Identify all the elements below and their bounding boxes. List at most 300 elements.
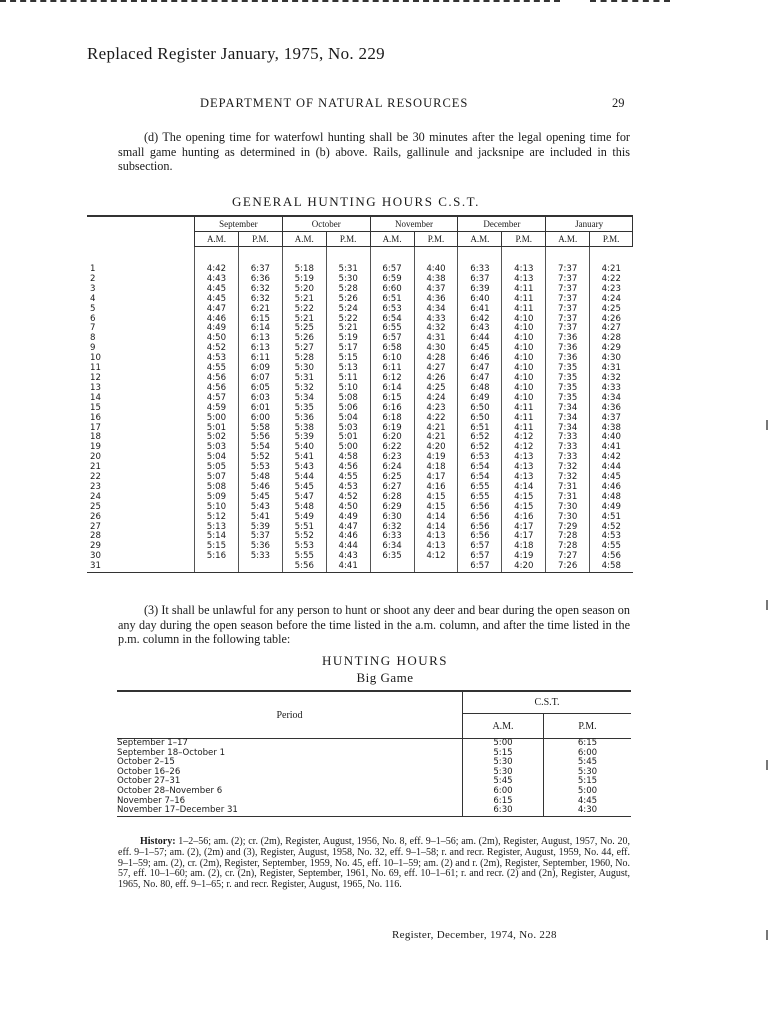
time-cell: 4:33 <box>590 384 633 394</box>
day-label: 3 <box>90 283 96 294</box>
page-number: 29 <box>612 96 625 110</box>
pm-header: P.M. <box>238 232 282 247</box>
time-cell: 4:50 <box>195 334 239 344</box>
time-cell: 6:40 <box>458 295 502 305</box>
time-cell: 5:08 <box>326 394 370 404</box>
time-cell: 5:27 <box>282 344 326 354</box>
time-cell: 6:51 <box>458 424 502 434</box>
time-cell: 6:21 <box>238 305 282 315</box>
time-cell: 5:18 <box>282 265 326 275</box>
table-row <box>87 285 633 295</box>
time-cell: 4:10 <box>502 324 546 334</box>
time-cell: 5:32 <box>282 384 326 394</box>
am-header: A.M. <box>463 714 544 739</box>
table-row <box>117 787 631 797</box>
time-cell: 5:25 <box>282 324 326 334</box>
time-cell: 4:31 <box>414 334 458 344</box>
margin-mark <box>766 600 768 610</box>
time-cell: 4:14 <box>502 483 546 493</box>
time-cell: 5:20 <box>282 285 326 295</box>
time-cell: 5:56 <box>282 562 326 572</box>
register-footer: Register, December, 1974, No. 228 <box>392 929 557 941</box>
time-cell: 7:36 <box>546 344 590 354</box>
time-cell: 7:35 <box>546 364 590 374</box>
time-cell: 6:57 <box>458 542 502 552</box>
time-cell: 6:44 <box>458 334 502 344</box>
day-label: 19 <box>90 442 101 453</box>
time-cell: 7:34 <box>546 414 590 424</box>
table-row <box>87 315 633 325</box>
pm-header: P.M. <box>414 232 458 247</box>
time-cell: 4:30 <box>414 344 458 354</box>
period-cell: October 28–November 6 <box>117 787 463 797</box>
big-game-subtitle: Big Game <box>356 670 414 685</box>
time-cell: 4:15 <box>414 503 458 513</box>
history-label: History: <box>140 836 176 847</box>
time-cell: 4:58 <box>590 562 633 572</box>
time-cell: 7:34 <box>546 424 590 434</box>
time-cell: 5:10 <box>326 384 370 394</box>
day-label: 17 <box>90 422 101 433</box>
time-cell: 6:33 <box>458 265 502 275</box>
time-cell: 6:56 <box>458 513 502 523</box>
table-row <box>87 424 633 434</box>
am-time-cell: 5:00 <box>463 739 544 749</box>
time-cell: 4:20 <box>502 562 546 572</box>
time-cell: 4:38 <box>414 275 458 285</box>
time-cell: 5:41 <box>282 453 326 463</box>
am-time-cell: 5:30 <box>463 758 544 768</box>
time-cell: 6:52 <box>458 443 502 453</box>
table-row <box>87 552 633 562</box>
period-cell: October 27–31 <box>117 777 463 787</box>
time-cell: 5:53 <box>282 542 326 552</box>
time-cell: 7:31 <box>546 493 590 503</box>
time-cell: 6:46 <box>458 354 502 364</box>
time-cell: 6:48 <box>458 384 502 394</box>
time-cell: 5:05 <box>195 463 239 473</box>
time-cell: 4:10 <box>502 334 546 344</box>
time-cell: 5:52 <box>238 453 282 463</box>
time-cell: 6:25 <box>370 473 414 483</box>
day-label: 31 <box>87 562 195 572</box>
time-cell: 4:31 <box>590 364 633 374</box>
time-cell: 7:33 <box>546 433 590 443</box>
time-cell: 5:22 <box>326 315 370 325</box>
time-cell: 5:33 <box>238 552 282 562</box>
time-cell: 5:53 <box>238 463 282 473</box>
time-cell: 6:59 <box>370 275 414 285</box>
time-cell: 4:14 <box>414 513 458 523</box>
time-cell: 6:37 <box>238 265 282 275</box>
pm-time-cell: 6:00 <box>577 747 598 758</box>
table-row <box>87 473 633 483</box>
table-row <box>87 295 633 305</box>
day-label: 28 <box>90 531 101 542</box>
time-cell: 6:55 <box>458 493 502 503</box>
time-cell: 7:36 <box>546 334 590 344</box>
day-label: 25 <box>90 501 101 512</box>
time-cell: 4:11 <box>502 404 546 414</box>
general-hours-title: GENERAL HUNTING HOURS C.S.T. <box>232 194 480 209</box>
time-cell: 4:52 <box>326 493 370 503</box>
time-cell: 7:26 <box>546 562 590 572</box>
table-row <box>87 532 633 542</box>
time-cell: 4:45 <box>195 285 239 295</box>
time-cell: 5:35 <box>282 404 326 414</box>
time-cell: 6:49 <box>458 394 502 404</box>
time-cell: 5:34 <box>282 394 326 404</box>
time-cell: 7:33 <box>546 453 590 463</box>
time-cell: 5:31 <box>282 374 326 384</box>
time-cell: 7:30 <box>546 513 590 523</box>
time-cell: 6:03 <box>238 394 282 404</box>
period-header: Period <box>117 691 463 739</box>
time-cell: 5:43 <box>282 463 326 473</box>
time-cell <box>370 562 414 572</box>
time-cell: 4:15 <box>414 493 458 503</box>
time-cell: 6:19 <box>370 424 414 434</box>
time-cell: 4:12 <box>502 433 546 443</box>
time-cell: 5:46 <box>238 483 282 493</box>
period-cell: October 16–26 <box>117 768 463 778</box>
time-cell: 4:52 <box>590 523 633 533</box>
time-cell: 4:17 <box>414 473 458 483</box>
month-header-row <box>87 216 633 232</box>
time-cell: 5:58 <box>238 424 282 434</box>
am-time-cell: 5:30 <box>463 768 544 778</box>
time-cell: 4:51 <box>590 513 633 523</box>
time-cell: 4:34 <box>590 394 633 404</box>
time-cell: 6:32 <box>238 295 282 305</box>
table-row <box>87 374 633 384</box>
day-label: 8 <box>90 333 96 344</box>
time-cell: 5:07 <box>195 473 239 483</box>
table-row <box>87 523 633 533</box>
day-label: 5 <box>90 303 96 314</box>
pm-time-cell: 5:45 <box>577 757 598 768</box>
time-cell: 4:13 <box>414 542 458 552</box>
time-cell: 6:47 <box>458 374 502 384</box>
time-cell: 6:52 <box>458 433 502 443</box>
month-header: September <box>195 216 283 232</box>
time-cell: 6:13 <box>238 334 282 344</box>
time-cell: 4:43 <box>326 552 370 562</box>
pm-header: P.M. <box>544 714 632 739</box>
time-cell <box>195 562 239 572</box>
pm-time-cell: 5:30 <box>577 766 598 777</box>
time-cell: 6:54 <box>370 315 414 325</box>
time-cell: 5:28 <box>282 354 326 364</box>
running-head: Replaced Register January, 1975, No. 229 <box>87 44 385 63</box>
time-cell: 4:13 <box>502 453 546 463</box>
period-cell: September 18–October 1 <box>117 749 463 759</box>
time-cell: 6:29 <box>370 503 414 513</box>
time-cell: 7:37 <box>546 275 590 285</box>
time-cell: 6:60 <box>370 285 414 295</box>
time-cell: 6:23 <box>370 453 414 463</box>
time-cell: 7:28 <box>546 532 590 542</box>
time-cell: 5:21 <box>282 295 326 305</box>
day-label: 1 <box>90 264 96 274</box>
time-cell: 7:28 <box>546 542 590 552</box>
time-cell: 6:34 <box>370 542 414 552</box>
time-cell: 5:08 <box>195 483 239 493</box>
time-cell: 4:29 <box>590 344 633 354</box>
time-cell: 4:40 <box>414 265 458 275</box>
month-header: November <box>370 216 458 232</box>
time-cell: 5:21 <box>326 324 370 334</box>
time-cell: 6:13 <box>238 344 282 354</box>
time-cell: 6:05 <box>238 384 282 394</box>
day-label: 16 <box>90 412 101 423</box>
time-cell: 5:04 <box>326 414 370 424</box>
table-row <box>117 749 631 759</box>
time-cell: 4:55 <box>590 542 633 552</box>
time-cell: 7:35 <box>546 394 590 404</box>
time-cell: 5:52 <box>282 532 326 542</box>
time-cell: 6:32 <box>238 285 282 295</box>
time-cell: 6:57 <box>370 265 414 275</box>
time-cell: 5:47 <box>282 493 326 503</box>
time-cell: 4:27 <box>590 324 633 334</box>
time-cell: 4:10 <box>502 344 546 354</box>
time-cell: 4:10 <box>502 315 546 325</box>
time-cell: 5:01 <box>195 424 239 434</box>
am-header: A.M. <box>546 232 590 247</box>
time-cell: 6:15 <box>370 394 414 404</box>
time-cell: 4:56 <box>590 552 633 562</box>
time-cell: 5:49 <box>282 513 326 523</box>
time-cell: 6:58 <box>370 344 414 354</box>
period-cell: September 1–17 <box>117 739 463 749</box>
history-note <box>118 837 630 891</box>
table-row <box>87 463 633 473</box>
time-cell: 7:32 <box>546 463 590 473</box>
time-cell: 6:54 <box>458 463 502 473</box>
pm-time-cell: 5:15 <box>577 776 598 787</box>
time-cell: 6:47 <box>458 364 502 374</box>
time-cell: 5:16 <box>195 552 239 562</box>
time-cell: 6:51 <box>370 295 414 305</box>
time-cell: 4:30 <box>590 354 633 364</box>
time-cell: 4:49 <box>326 513 370 523</box>
time-cell: 6:07 <box>238 374 282 384</box>
day-label: 11 <box>90 363 101 374</box>
paragraph-d: (d) The opening time for waterfowl hunting shall be 30 minutes after the legal opening time for small game hunting as determined in (b) above. Rails, gallinule and jacksnipe are included in this subsection. <box>118 130 630 174</box>
time-cell: 7:27 <box>546 552 590 562</box>
time-cell: 6:20 <box>370 433 414 443</box>
time-cell: 6:57 <box>458 552 502 562</box>
time-cell: 6:50 <box>458 404 502 414</box>
am-header: A.M. <box>195 232 239 247</box>
table-row <box>87 483 633 493</box>
margin-mark <box>766 930 768 940</box>
month-header: December <box>458 216 546 232</box>
time-cell: 4:13 <box>502 473 546 483</box>
table-row <box>87 334 633 344</box>
table-row <box>87 443 633 453</box>
time-cell: 4:37 <box>590 414 633 424</box>
time-cell: 5:41 <box>238 513 282 523</box>
time-cell: 4:42 <box>195 265 239 275</box>
table-row <box>87 394 633 404</box>
time-cell: 4:17 <box>502 532 546 542</box>
day-label: 9 <box>90 343 96 354</box>
table-row <box>87 513 633 523</box>
time-cell: 4:10 <box>502 354 546 364</box>
day-label: 29 <box>90 541 101 552</box>
time-cell: 5:15 <box>326 354 370 364</box>
time-cell: 4:57 <box>195 394 239 404</box>
time-cell: 7:37 <box>546 265 590 275</box>
time-cell: 4:18 <box>414 463 458 473</box>
time-cell: 4:24 <box>414 394 458 404</box>
time-cell: 4:10 <box>502 374 546 384</box>
day-label: 24 <box>90 491 101 502</box>
time-cell: 5:26 <box>326 295 370 305</box>
time-cell: 4:47 <box>326 523 370 533</box>
time-cell: 4:22 <box>590 275 633 285</box>
time-cell: 4:12 <box>414 552 458 562</box>
pm-time-cell: 6:15 <box>577 738 598 748</box>
time-cell: 4:46 <box>590 483 633 493</box>
am-time-cell: 6:15 <box>463 797 544 807</box>
time-cell: 5:02 <box>195 433 239 443</box>
time-cell: 5:09 <box>195 493 239 503</box>
time-cell: 5:30 <box>326 275 370 285</box>
time-cell: 4:10 <box>502 384 546 394</box>
time-cell: 5:00 <box>326 443 370 453</box>
time-cell: 6:43 <box>458 324 502 334</box>
time-cell: 5:13 <box>326 364 370 374</box>
time-cell: 6:01 <box>238 404 282 414</box>
time-cell: 4:10 <box>502 364 546 374</box>
time-cell: 4:59 <box>195 404 239 414</box>
hours-table-body <box>87 247 633 573</box>
history-text: 1–2–56; am. (2); cr. (2m), Register, August, 1956, No. 8, eff. 9–1–56; am. (2m), Register, August, 1957, No. 20, eff. 9–1–57; am. (2), (2m) and (3), Register, August, 1958, No. 32, eff. 9–1–58; r. and recr. Register, August, 1959, No. 44, eff. 9–1–59; am. (2), cr. (2m), Register, September, 1959, No. 45, eff. 10–1–59; am. (2) and r. (2m), Register, September, 1960, No. 57, eff. 10–1–60; am. (2), cr. (2n), Register, September, 1961, No. 69, eff. 10–1–61; r. and recr. (2) and (2n), Register, August, 1965, No. 80, eff. 9–1–65; r. and recr. Register, August, 1965, No. 116. <box>118 836 630 891</box>
time-cell: 4:50 <box>326 503 370 513</box>
time-cell: 6:11 <box>370 364 414 374</box>
day-label: 20 <box>90 452 101 463</box>
period-cell: November 7–16 <box>117 797 463 807</box>
time-cell: 7:32 <box>546 473 590 483</box>
time-cell: 5:36 <box>282 414 326 424</box>
am-header: A.M. <box>370 232 414 247</box>
time-cell: 4:36 <box>590 404 633 414</box>
table-row <box>87 305 633 315</box>
time-cell: 4:11 <box>502 305 546 315</box>
time-cell: 6:50 <box>458 414 502 424</box>
table-row <box>87 384 633 394</box>
time-cell: 5:43 <box>238 503 282 513</box>
time-cell: 4:11 <box>502 295 546 305</box>
time-cell: 5:12 <box>195 513 239 523</box>
time-cell: 5:39 <box>238 523 282 533</box>
time-cell: 4:55 <box>195 364 239 374</box>
time-cell: 4:19 <box>414 453 458 463</box>
time-cell: 4:42 <box>590 453 633 463</box>
day-label: 22 <box>90 472 101 483</box>
time-cell: 6:55 <box>458 483 502 493</box>
time-cell: 5:06 <box>326 404 370 414</box>
time-cell: 4:36 <box>414 295 458 305</box>
time-cell: 5:38 <box>282 424 326 434</box>
time-cell: 4:40 <box>590 433 633 443</box>
time-cell: 4:56 <box>195 384 239 394</box>
margin-mark <box>766 420 768 430</box>
time-cell: 5:21 <box>282 315 326 325</box>
time-cell: 4:49 <box>590 503 633 513</box>
day-label: 2 <box>90 273 96 284</box>
time-cell: 6:56 <box>458 523 502 533</box>
time-cell: 6:22 <box>370 443 414 453</box>
time-cell: 4:58 <box>326 453 370 463</box>
time-cell: 5:24 <box>326 305 370 315</box>
time-cell: 5:01 <box>326 433 370 443</box>
time-cell: 7:37 <box>546 324 590 334</box>
table-row <box>87 562 633 572</box>
time-cell: 7:37 <box>546 305 590 315</box>
time-cell: 6:37 <box>458 275 502 285</box>
time-cell: 4:49 <box>195 324 239 334</box>
day-label: 18 <box>90 432 101 443</box>
time-cell: 7:31 <box>546 483 590 493</box>
day-label: 14 <box>90 392 101 403</box>
big-game-hours-table <box>117 690 631 817</box>
time-cell: 4:22 <box>414 414 458 424</box>
day-label: 23 <box>90 481 101 492</box>
pm-time-cell: 4:30 <box>544 806 632 816</box>
scan-edge-top-right <box>590 0 670 4</box>
table-row <box>117 806 631 816</box>
time-cell: 7:30 <box>546 503 590 513</box>
period-cell: October 2–15 <box>117 758 463 768</box>
time-cell: 7:36 <box>546 354 590 364</box>
time-cell: 5:03 <box>195 443 239 453</box>
time-cell: 5:04 <box>195 453 239 463</box>
time-cell: 5:00 <box>195 414 239 424</box>
paragraph-3: (3) It shall be unlawful for any person to hunt or shoot any deer and bear during the open season on any day during the open season before the time listed in the a.m. column, and after the time listed in the p.m. column in the following table: <box>118 603 630 647</box>
time-cell: 6:28 <box>370 493 414 503</box>
time-cell: 7:29 <box>546 523 590 533</box>
time-cell: 6:42 <box>458 315 502 325</box>
time-cell: 4:56 <box>326 463 370 473</box>
day-label: 15 <box>90 402 101 413</box>
time-cell: 6:30 <box>370 513 414 523</box>
time-cell: 6:12 <box>370 374 414 384</box>
general-hunting-hours-table <box>87 215 633 573</box>
time-cell: 4:16 <box>414 483 458 493</box>
table-row <box>87 493 633 503</box>
time-cell: 4:55 <box>326 473 370 483</box>
time-cell: 5:17 <box>326 344 370 354</box>
time-cell: 5:45 <box>282 483 326 493</box>
am-header: A.M. <box>458 232 502 247</box>
time-cell: 4:23 <box>590 285 633 295</box>
time-cell: 6:41 <box>458 305 502 315</box>
time-cell: 5:37 <box>238 532 282 542</box>
time-cell: 4:13 <box>414 532 458 542</box>
time-cell: 6:33 <box>370 532 414 542</box>
time-cell: 4:47 <box>195 305 239 315</box>
cst-header: C.S.T. <box>463 691 632 714</box>
time-cell: 5:30 <box>282 364 326 374</box>
time-cell: 6:16 <box>370 404 414 414</box>
time-cell: 4:44 <box>590 463 633 473</box>
time-cell: 7:35 <box>546 374 590 384</box>
day-header-blank <box>87 216 195 247</box>
